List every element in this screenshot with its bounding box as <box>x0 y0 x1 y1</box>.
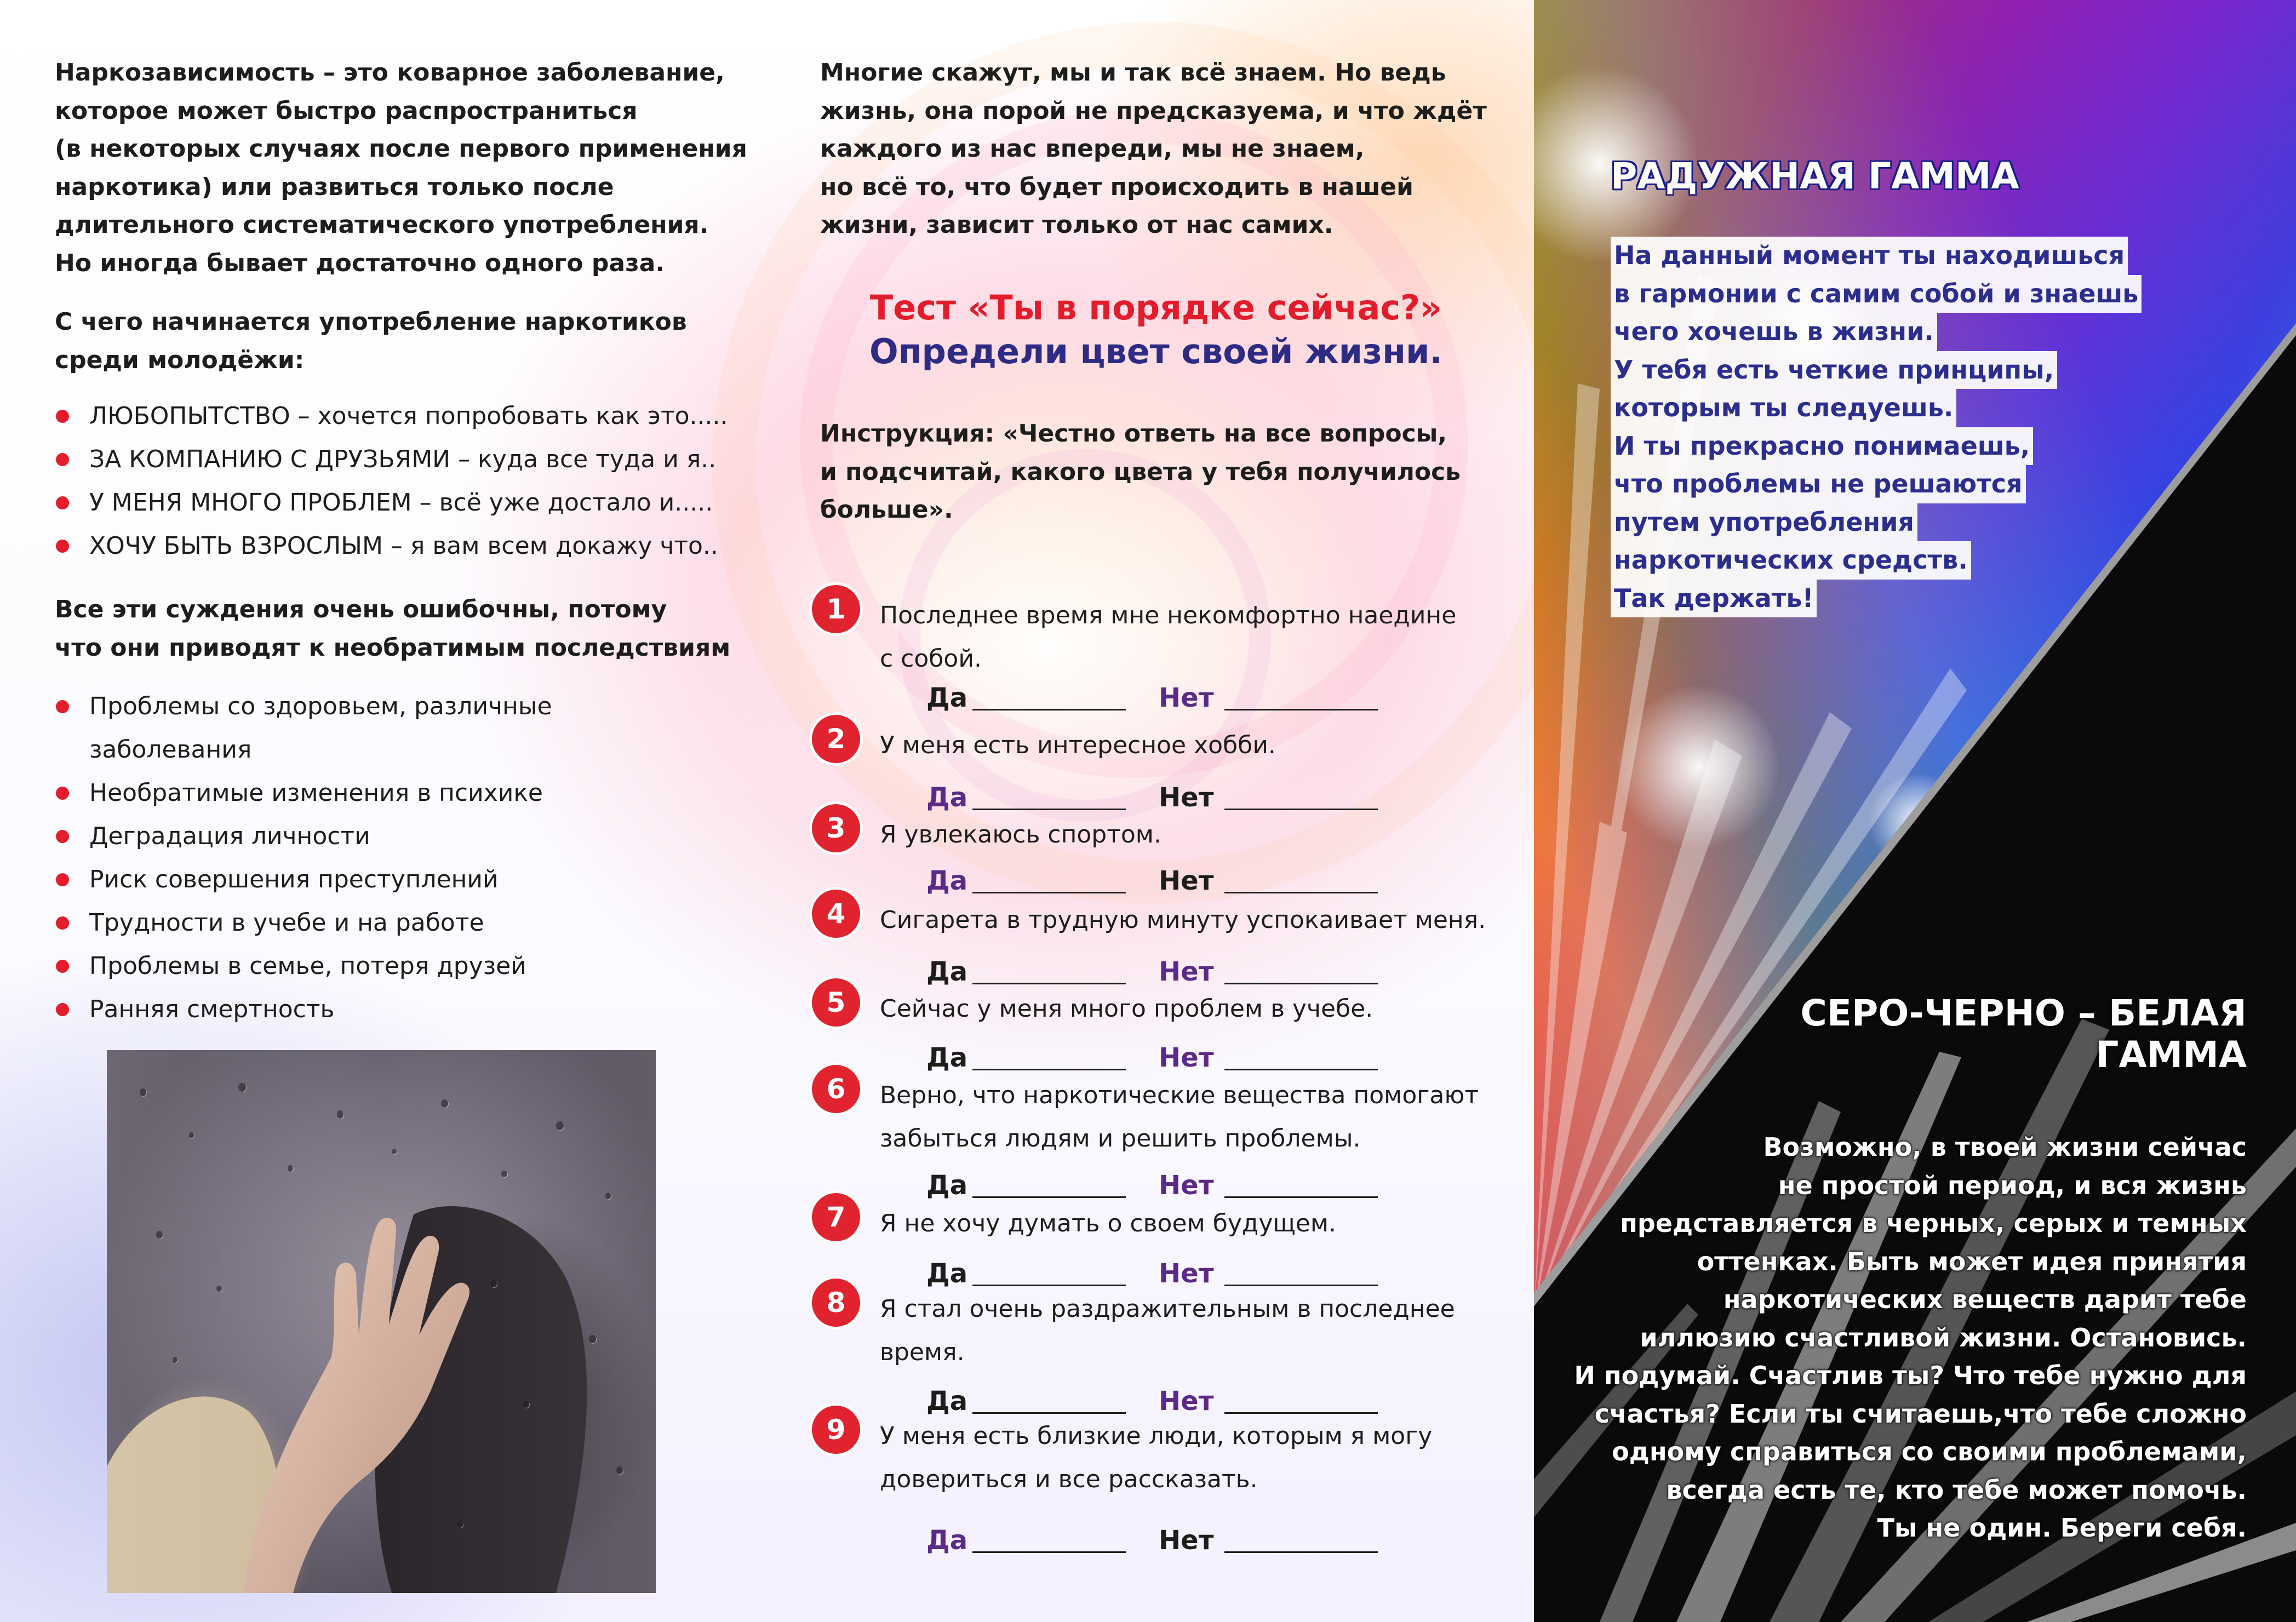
causes-heading: С чего начинается употребление наркотиков среди молодёжи: <box>55 308 687 374</box>
list-item: ЛЮБОПЫТСТВО – хочется попробовать как это..... <box>55 394 728 438</box>
answer-row-6 <box>926 1169 1376 1202</box>
no-label: Нет <box>1159 956 1214 987</box>
yes-label: Да <box>926 866 968 896</box>
no-answer-field[interactable] <box>1224 1196 1378 1198</box>
bullet-icon <box>56 787 69 800</box>
yes-answer-field[interactable] <box>972 1196 1126 1198</box>
bullet-icon <box>56 873 69 886</box>
causes-list <box>55 394 728 568</box>
raindrop <box>238 1083 246 1092</box>
test-title-line-2: Определи цвет своей жизни. <box>869 331 1442 371</box>
raindrop <box>501 1171 507 1177</box>
question-number-badge: 4 <box>812 890 860 938</box>
yes-label: Да <box>926 1525 968 1556</box>
no-answer-field[interactable] <box>1224 809 1378 810</box>
no-label: Нет <box>1159 1525 1214 1556</box>
test-title-line-1: Тест «Ты в порядке сейчас?» <box>869 288 1442 328</box>
question-number-badge: 5 <box>812 978 860 1027</box>
no-label: Нет <box>1159 1258 1214 1289</box>
consequences-list <box>55 685 552 1031</box>
no-answer-field[interactable] <box>1224 1551 1378 1553</box>
question-number-badge: 8 <box>812 1279 860 1327</box>
raindrop <box>457 1521 463 1528</box>
raindrop <box>189 1132 194 1138</box>
raindrop <box>556 1121 564 1130</box>
list-item: Необратимые изменения в психике <box>55 771 552 815</box>
yes-label: Да <box>926 1258 968 1289</box>
question-number-badge: 9 <box>812 1406 860 1454</box>
question-text: Я увлекаюсь спортом. <box>880 821 1161 849</box>
answer-row-2 <box>926 781 1376 814</box>
no-answer-field[interactable] <box>1224 709 1378 710</box>
yes-answer-field[interactable] <box>972 892 1126 893</box>
raindrop <box>140 1088 146 1096</box>
intro-paragraph: Наркозависимость – это коварное заболевание, которое может быстро распространиться (в некоторых случаях после первого применения наркотика) или развиться только после длительного систематического употребления. Но иногда бывает достаточно одного раза. <box>55 59 747 277</box>
answer-row-4 <box>926 955 1376 988</box>
yes-answer-field[interactable] <box>972 983 1126 984</box>
sad-person-photo <box>107 1050 656 1593</box>
list-item: У МЕНЯ МНОГО ПРОБЛЕМ – всё уже достало и..... <box>55 481 728 524</box>
no-label: Нет <box>1159 1170 1214 1201</box>
list-item: ЗА КОМПАНИЮ С ДРУЗЬЯМИ – куда все туда и я.. <box>55 438 728 481</box>
bw-gamma-title: СЕРО-ЧЕРНО – БЕЛАЯ ГАММА <box>1800 992 2247 1076</box>
question-text: У меня есть близкие люди, которым я могу довериться и все рассказать. <box>880 1422 1433 1493</box>
bullet-icon <box>56 410 69 423</box>
question-number-badge: 6 <box>812 1065 860 1113</box>
yes-label: Да <box>926 956 968 987</box>
yes-label: Да <box>926 1042 968 1073</box>
answer-row-1 <box>926 681 1376 714</box>
yes-label: Да <box>926 683 968 713</box>
question-number-badge: 1 <box>812 585 860 633</box>
yes-label: Да <box>926 782 968 813</box>
yes-answer-field[interactable] <box>972 809 1126 810</box>
no-answer-field[interactable] <box>1224 1412 1378 1414</box>
raindrop <box>216 1286 222 1292</box>
raindrop <box>441 1099 448 1108</box>
rainbow-gamma-text: На данный момент ты находишься в гармонии с самим собой и знаешь чего хочешь в жизни. У тебя есть четкие принципы, которым ты следуешь. И ты прекрасно понимаешь, что проблемы не решаются путем употребления наркотических средств. Так держать! <box>1611 237 2142 617</box>
list-item: Деградация личности <box>55 815 552 858</box>
hand-on-glass-illustration <box>107 1050 656 1593</box>
answer-row-3 <box>926 864 1376 897</box>
list-item: ХОЧУ БЫТЬ ВЗРОСЛЫМ – я вам всем докажу что.. <box>55 524 728 568</box>
list-item: Проблемы со здоровьем, различные заболевания <box>55 685 552 771</box>
bullet-icon <box>56 496 69 509</box>
yes-answer-field[interactable] <box>972 1285 1126 1286</box>
no-label: Нет <box>1159 1386 1214 1417</box>
raindrop <box>589 1335 596 1343</box>
raindrop <box>616 1466 623 1474</box>
yes-answer-field[interactable] <box>972 1551 1126 1553</box>
right-panel <box>1534 0 2296 1622</box>
yes-answer-field[interactable] <box>972 1412 1126 1414</box>
raindrop <box>490 1280 497 1287</box>
bullet-icon <box>56 540 69 553</box>
list-item: Проблемы в семье, потеря друзей <box>55 944 552 988</box>
raindrop <box>337 1110 343 1119</box>
bullet-icon <box>56 916 69 930</box>
answer-row-8 <box>926 1385 1376 1418</box>
question-number-badge: 2 <box>812 715 860 763</box>
bullet-icon <box>56 960 69 973</box>
yes-answer-field[interactable] <box>972 1069 1126 1070</box>
answer-row-7 <box>926 1257 1376 1290</box>
bullet-icon <box>56 453 69 466</box>
rainbow-gamma-title: РАДУЖНАЯ ГАММА <box>1611 155 2019 197</box>
yes-label: Да <box>926 1386 968 1417</box>
no-label: Нет <box>1159 683 1214 713</box>
answer-row-9 <box>926 1524 1376 1557</box>
question-number-badge: 7 <box>812 1193 860 1241</box>
no-answer-field[interactable] <box>1224 892 1378 893</box>
list-item: Риск совершения преступлений <box>55 858 552 901</box>
raindrop <box>523 1401 529 1408</box>
list-item: Ранняя смертность <box>55 988 552 1031</box>
no-answer-field[interactable] <box>1224 983 1378 984</box>
no-label: Нет <box>1159 866 1214 896</box>
raindrop <box>156 1231 163 1239</box>
question-text: Верно, что наркотические вещества помогают забыться людям и решить проблемы. <box>880 1081 1479 1153</box>
raindrop <box>392 1149 397 1154</box>
no-answer-field[interactable] <box>1224 1069 1378 1070</box>
raindrop <box>288 1165 293 1172</box>
question-text: Сейчас у меня много проблем в учебе. <box>880 995 1373 1023</box>
bw-gamma-text: Возможно, в твоей жизни сейчас не простой период, и вся жизнь представляется в черных, серых и темных оттенках. Быть может идея принятия наркотических веществ дарит тебе иллюзию счастливой жизни. Остановись. И подумай. Счастлив ты? Что тебе нужно для счастья? Если ты считаешь,что тебе сложно одному справиться со своими проблемами, всегда есть те, кто тебе может помочь. Ты не один. Береги себя. <box>1574 1132 2247 1543</box>
left-panel <box>0 0 778 1622</box>
middle-intro-paragraph: Многие скажут, мы и так всё знаем. Но ведь жизнь, она порой не предсказуема, и что ждёт каждого из нас впереди, мы не знаем, но всё то, что будет происходить в нашей жизни, зависит только от нас самих. <box>820 59 1487 239</box>
no-answer-field[interactable] <box>1224 1285 1378 1286</box>
list-item: Трудности в учебе и на работе <box>55 901 552 944</box>
instruction-paragraph: Инструкция: «Честно ответь на все вопросы, и подсчитай, какого цвета у тебя получилось больше». <box>820 420 1461 524</box>
raindrop <box>173 1357 178 1363</box>
no-label: Нет <box>1159 782 1214 813</box>
raindrop <box>605 1193 611 1199</box>
test-title <box>778 286 1534 374</box>
question-text: Сигарета в трудную минуту успокаивает меня. <box>880 906 1486 934</box>
question-text: Я стал очень раздражительным в последнее время. <box>880 1295 1455 1366</box>
yes-answer-field[interactable] <box>972 709 1126 710</box>
answer-row-5 <box>926 1041 1376 1074</box>
bullet-icon <box>56 700 69 713</box>
question-number-badge: 3 <box>812 804 860 852</box>
question-text: Последнее время мне некомфортно наедине с собой. <box>880 601 1457 673</box>
yes-label: Да <box>926 1170 968 1201</box>
no-label: Нет <box>1159 1042 1214 1073</box>
question-text: Я не хочу думать о своем будущем. <box>880 1210 1337 1237</box>
question-text: У меня есть интересное хобби. <box>880 731 1276 759</box>
bullet-icon <box>56 1003 69 1016</box>
bullet-icon <box>56 830 69 843</box>
consequences-heading: Все эти суждения очень ошибочны, потому что они приводят к необратимым последствиям <box>55 595 731 662</box>
